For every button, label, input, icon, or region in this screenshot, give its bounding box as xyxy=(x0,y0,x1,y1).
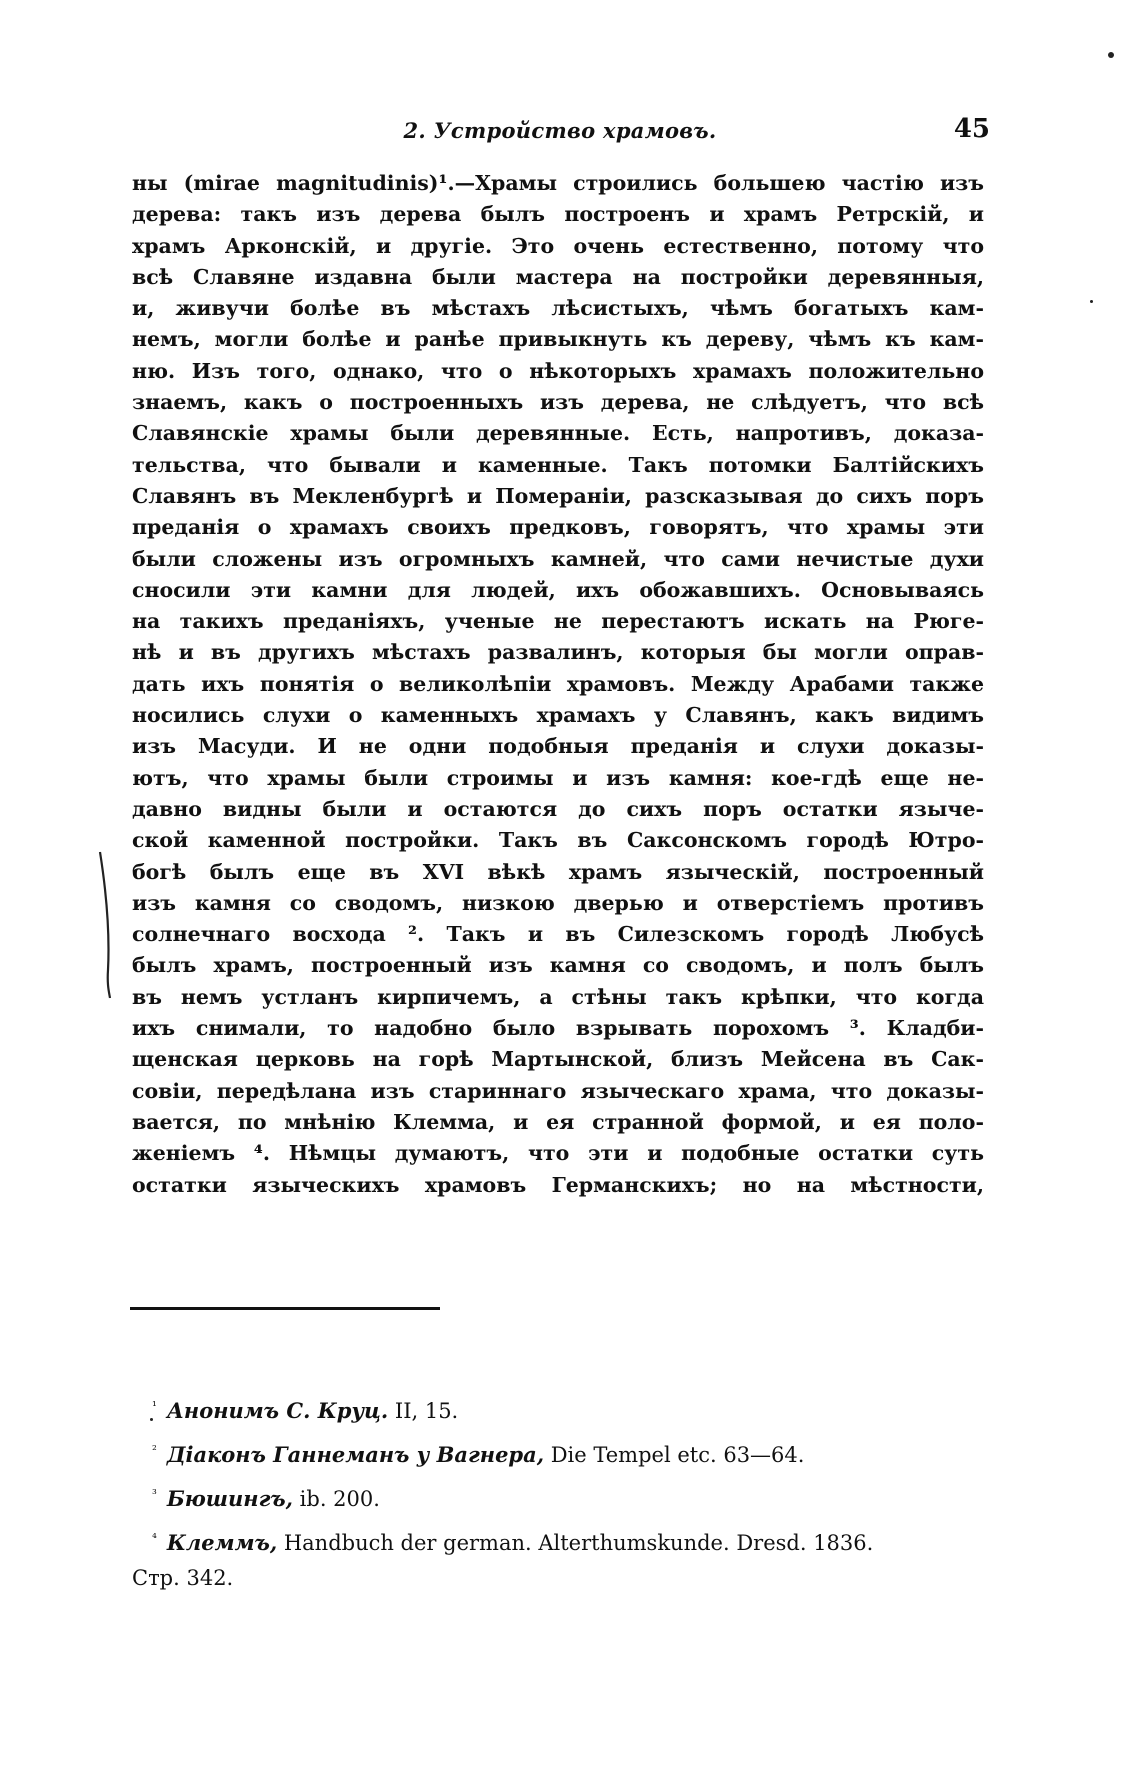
text-line: всѣ Славяне издавна были мастера на постройки деревянныя, xyxy=(132,264,984,289)
footnote-mark: ³ xyxy=(152,1487,157,1501)
text-line: женіемъ ⁴. Нѣмцы думаютъ, что эти и подобные остатки суть xyxy=(132,1141,984,1166)
text-line: остатки языческихъ храмовъ Германскихъ; но на мѣстности, xyxy=(132,1172,984,1197)
footnote-author: Анонимъ С. Круц. xyxy=(166,1398,389,1423)
footnote-text: Handbuch der german. Alterthumskunde. Dresd. 1836. xyxy=(277,1531,874,1555)
footnote-text: Die Tempel etc. 63—64. xyxy=(544,1443,805,1467)
text-line: тельства, что бывали и каменные. Такъ потомки Балтійскихъ xyxy=(132,452,984,477)
scan-speck xyxy=(1108,52,1114,58)
running-title: 2. Устройство храмовъ. xyxy=(403,118,717,143)
footnotes xyxy=(132,1384,992,1596)
footnote-mark: ⁴ xyxy=(152,1531,157,1545)
text-line: на такихъ преданіяхъ, ученые не перестаютъ искать на Рюге- xyxy=(132,609,984,634)
text-line: въ немъ устланъ кирпичемъ, а стѣны такъ крѣпки, что когда xyxy=(132,984,984,1009)
text-line: изъ Масуди. И не одни подобныя преданія и слухи доказы- xyxy=(132,734,984,759)
text-line: преданія о храмахъ своихъ предковъ, говорятъ, что храмы эти xyxy=(132,515,984,540)
footnote-author: Бюшингъ, xyxy=(166,1486,293,1511)
footnote xyxy=(132,1472,992,1516)
body-text xyxy=(132,168,984,1201)
footnote-author: Клеммъ, xyxy=(166,1530,278,1555)
text-line: знаемъ, какъ о построенныхъ изъ дерева, не слѣдуетъ, что всѣ xyxy=(132,390,984,415)
text-line: сносили эти камни для людей, ихъ обожавшихъ. Основываясь xyxy=(132,577,984,602)
text-line: ютъ, что храмы были строимы и изъ камня: кое-гдѣ еще не- xyxy=(132,765,984,790)
text-line: ской каменной постройки. Такъ въ Саксонскомъ городѣ Ютро- xyxy=(132,828,984,853)
text-line: были сложены изъ огромныхъ камней, что сами нечистые духи xyxy=(132,546,984,571)
page-header xyxy=(130,114,990,154)
footnote-mark: ¹ xyxy=(152,1399,157,1413)
footnote xyxy=(132,1516,992,1560)
text-line: Славянскіе храмы были деревянные. Есть, напротивъ, доказа- xyxy=(132,421,984,446)
footnote-continuation: Стр. 342. xyxy=(132,1566,234,1590)
text-line: изъ камня со сводомъ, низкою дверью и отверстіемъ противъ xyxy=(132,890,984,915)
text-line: храмъ Арконскій, и другіе. Это очень естественно, потому что xyxy=(132,233,984,258)
scan-speck xyxy=(150,1418,153,1421)
footnote xyxy=(132,1384,992,1428)
footnote-text: ib. 200. xyxy=(292,1487,380,1511)
footnote-text: II, 15. xyxy=(388,1399,459,1423)
text-line: щенская церковь на горѣ Мартынской, близъ Мейсена въ Сак- xyxy=(132,1047,984,1072)
text-line: и, живучи болѣе въ мѣстахъ лѣсистыхъ, чѣмъ богатыхъ кам- xyxy=(132,296,984,321)
text-line: дерева: такъ изъ дерева былъ построенъ и храмъ Ретрскій, и xyxy=(132,202,984,227)
scan-speck xyxy=(1090,300,1093,303)
pencil-stroke-icon xyxy=(96,850,120,1000)
footnote-separator xyxy=(130,1307,440,1310)
text-line: былъ храмъ, построенный изъ камня со сводомъ, и полъ былъ xyxy=(132,953,984,978)
text-line: вается, по мнѣнію Клемма, и ея странной формой, и ея поло- xyxy=(132,1109,984,1134)
text-line: солнечнаго восхода ². Такъ и въ Силезскомъ городѣ Любусѣ xyxy=(132,922,984,947)
footnote-author: Діаконъ Ганнеманъ у Вагнера, xyxy=(166,1442,545,1467)
text-line: носились слухи о каменныхъ храмахъ у Славянъ, какъ видимъ xyxy=(132,703,984,728)
text-line: Славянъ въ Мекленбургѣ и Помераніи, разсказывая до сихъ поръ xyxy=(132,483,984,508)
text-line: ню. Изъ того, однако, что о нѣкоторыхъ храмахъ положительно xyxy=(132,358,984,383)
text-line: нѣ и въ другихъ мѣстахъ развалинъ, которыя бы могли оправ- xyxy=(132,640,984,665)
footnote xyxy=(132,1428,992,1472)
text-line: ны (mirae magnitudinis)¹.—Храмы строились большею частію изъ xyxy=(132,171,984,195)
text-line: дать ихъ понятія о великолѣпіи храмовъ. Между Арабами также xyxy=(132,671,984,696)
footnote-mark: ² xyxy=(152,1443,157,1457)
text-line: совіи, передѣлана изъ стариннаго языческаго храма, что доказы- xyxy=(132,1078,984,1103)
text-line: богѣ былъ еще въ XVI вѣкѣ храмъ языческій, построенный xyxy=(132,859,984,884)
text-line: немъ, могли болѣе и ранѣе привыкнуть къ дереву, чѣмъ къ кам- xyxy=(132,327,984,352)
text-line: давно видны были и остаются до сихъ поръ остатки языче- xyxy=(132,796,984,821)
page-number: 45 xyxy=(953,114,990,144)
margin-pencil-mark xyxy=(96,850,120,1000)
text-line: ихъ снимали, то надобно было взрывать порохомъ ³. Кладби- xyxy=(132,1016,984,1041)
